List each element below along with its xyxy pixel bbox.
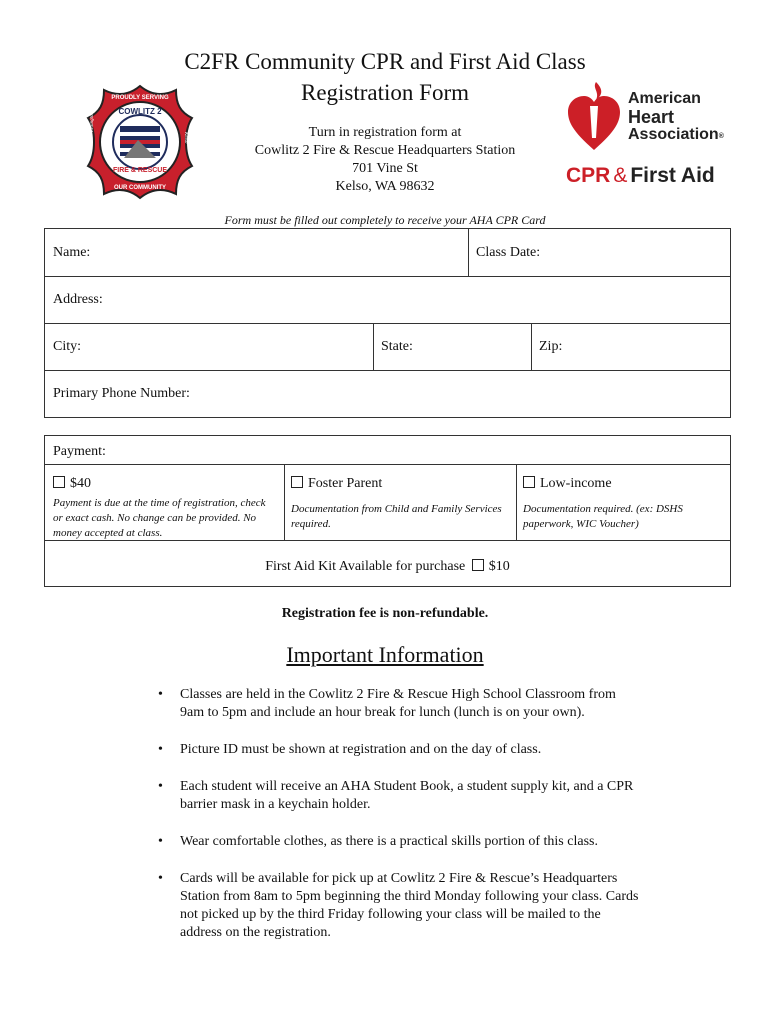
list-item-text: Picture ID must be shown at registration and on the day of class.: [180, 742, 542, 757]
list-item: [150, 778, 640, 814]
divider: [468, 229, 469, 276]
list-item-text: Wear comfortable clothes, as there is a practical skills portion of this class.: [180, 834, 598, 849]
first-aid-text: First Aid: [630, 164, 715, 187]
logo-left-text: Lexington: [90, 112, 95, 132]
checkbox-icon[interactable]: [523, 476, 535, 488]
checkbox-icon[interactable]: [53, 476, 65, 488]
aha-line1: American: [628, 90, 701, 107]
info-heading-text: Important Information: [286, 642, 484, 667]
address-line: Cowlitz 2 Fire & Rescue Headquarters Station: [254, 143, 516, 158]
registration-form: [44, 228, 731, 418]
address-block: [200, 124, 570, 196]
logo-bottom-text: OUR COMMUNITY: [114, 185, 166, 191]
list-item: [150, 833, 640, 851]
zip-label: Zip:: [539, 339, 563, 354]
aha-line3: [628, 126, 724, 146]
list-item: [150, 686, 640, 722]
divider: [516, 464, 517, 540]
list-item-text: Classes are held in the Cowlitz 2 Fire & Rescue High School Classroom from 9am to 5pm and include an hour break for lunch (lunch is on your own).: [180, 687, 616, 720]
page-title: C2FR Community CPR and First Aid Class: [184, 49, 586, 74]
logo-top-text: PROUDLY SERVING: [111, 95, 169, 101]
divider: [45, 540, 730, 541]
address-line: 701 Vine St: [352, 161, 418, 176]
payment-option-foster-parent[interactable]: [291, 476, 511, 532]
cpr-text: CPR: [566, 164, 611, 187]
list-item-text: Cards will be available for pick up at Cowlitz 2 Fire & Rescue’s Headquarters Station from 8am to 5pm beginning the third Monday following your class. Cards not picked up by the third Friday following your class will be mailed to the address on the registration.: [180, 871, 639, 940]
option-detail: Documentation required. (ex: DSHS paperwork, WIC Voucher): [523, 503, 683, 530]
divider: [284, 464, 285, 540]
checkbox-icon[interactable]: [291, 476, 303, 488]
option-label: $40: [70, 476, 91, 491]
address-label: Address:: [53, 292, 103, 307]
kit-text: First Aid Kit Available for purchase: [265, 559, 466, 574]
divider: [531, 323, 532, 370]
ampersand-text: &: [613, 164, 628, 187]
logo-lower-text: FIRE & RESCUE: [112, 167, 168, 174]
heart-torch-icon: [566, 80, 622, 154]
list-item: [150, 741, 640, 759]
address-field[interactable]: [45, 276, 730, 323]
form-note: Form must be filled out completely to receive your AHA CPR Card: [224, 213, 546, 227]
aha-line2: Heart: [628, 107, 675, 127]
checkbox-icon[interactable]: [472, 559, 484, 571]
kit-price: $10: [488, 559, 510, 574]
list-item-text: Each student will receive an AHA Student Book, a student supply kit, and a CPR barrier mask in a keychain holder.: [180, 779, 634, 812]
bullet-icon: •: [158, 779, 163, 794]
address-line: Turn in registration form at: [308, 125, 462, 140]
logo-right-text: Kelso: [183, 132, 188, 144]
payment-section: [44, 435, 731, 587]
option-label: Foster Parent: [308, 476, 383, 491]
divider: [373, 323, 374, 370]
bullet-icon: •: [158, 834, 163, 849]
aha-logo: [562, 80, 752, 190]
info-heading: [0, 642, 770, 668]
class-date-label: Class Date:: [476, 245, 541, 260]
payment-label: Payment:: [53, 444, 106, 459]
logo-mid-text: COWLITZ 2: [118, 107, 162, 116]
state-label: State:: [381, 339, 413, 354]
fire-department-logo: [80, 82, 200, 202]
class-date-field[interactable]: [468, 229, 730, 276]
bullet-icon: •: [158, 687, 163, 702]
payment-option-low-income[interactable]: [523, 476, 728, 532]
city-field[interactable]: [45, 323, 373, 370]
first-aid-kit-option[interactable]: [45, 559, 730, 575]
address-line: Kelso, WA 98632: [335, 179, 435, 194]
aha-wordmark: [628, 90, 724, 146]
divider: [45, 464, 730, 465]
aha-line3-text: Association: [628, 126, 719, 143]
zip-field[interactable]: [531, 323, 730, 370]
registered-mark: ®: [718, 133, 724, 140]
info-list: [150, 686, 640, 961]
phone-field[interactable]: [45, 370, 730, 417]
option-detail: Documentation from Child and Family Services required.: [291, 503, 502, 530]
phone-label: Primary Phone Number:: [53, 386, 190, 401]
state-field[interactable]: [373, 323, 531, 370]
name-label: Name:: [53, 245, 91, 260]
list-item: [150, 870, 640, 942]
page-subtitle: Registration Form: [300, 80, 470, 105]
option-detail: Payment is due at the time of registration, check or exact cash. No change can be provided. No money accepted at class.: [53, 497, 266, 539]
payment-option-40[interactable]: [53, 476, 275, 541]
fee-note: Registration fee is non-refundable.: [281, 606, 489, 621]
city-label: City:: [53, 339, 82, 354]
cpr-first-aid-text: [566, 164, 715, 188]
option-label: Low-income: [540, 476, 612, 491]
name-field[interactable]: [45, 229, 468, 276]
bullet-icon: •: [158, 871, 163, 886]
bullet-icon: •: [158, 742, 163, 757]
